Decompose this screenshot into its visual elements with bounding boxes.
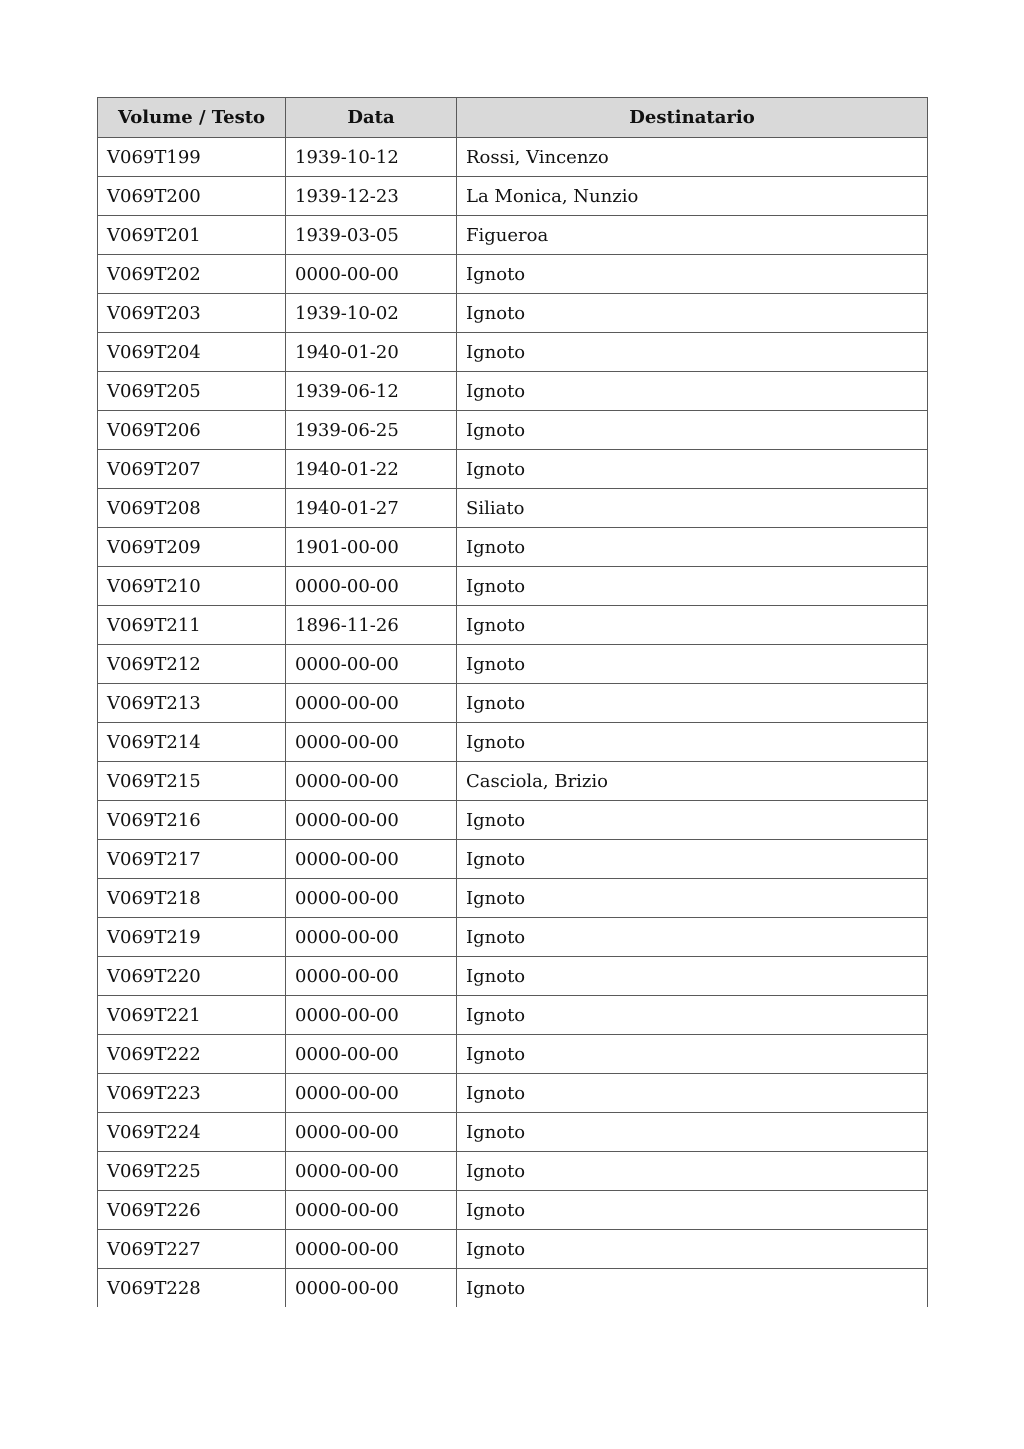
table-row [98, 684, 928, 723]
cell-volume-testo: V069T221 [98, 996, 286, 1035]
cell-data: 1939-10-02 [286, 294, 457, 333]
cell-destinatario: Ignoto [457, 1035, 928, 1074]
cell-volume-testo: V069T211 [98, 606, 286, 645]
cell-data: 1939-10-12 [286, 138, 457, 177]
cell-data: 0000-00-00 [286, 918, 457, 957]
cell-data: 1939-12-23 [286, 177, 457, 216]
cell-data: 1901-00-00 [286, 528, 457, 567]
cell-volume-testo: V069T219 [98, 918, 286, 957]
cell-volume-testo: V069T202 [98, 255, 286, 294]
table-row [98, 372, 928, 411]
cell-data: 0000-00-00 [286, 1152, 457, 1191]
cell-data: 1896-11-26 [286, 606, 457, 645]
table-row [98, 1074, 928, 1113]
cell-destinatario: Ignoto [457, 450, 928, 489]
table-row [98, 567, 928, 606]
table-row [98, 216, 928, 255]
table-row [98, 294, 928, 333]
cell-data: 0000-00-00 [286, 957, 457, 996]
cell-volume-testo: V069T207 [98, 450, 286, 489]
cell-data: 0000-00-00 [286, 1035, 457, 1074]
cell-destinatario: Ignoto [457, 1191, 928, 1230]
cell-volume-testo: V069T222 [98, 1035, 286, 1074]
cell-data: 1939-06-12 [286, 372, 457, 411]
cell-data: 0000-00-00 [286, 1074, 457, 1113]
cell-destinatario: Ignoto [457, 372, 928, 411]
cell-destinatario: Ignoto [457, 567, 928, 606]
cell-destinatario: Ignoto [457, 684, 928, 723]
cell-volume-testo: V069T228 [98, 1269, 286, 1308]
cell-data: 0000-00-00 [286, 1230, 457, 1269]
cell-data: 0000-00-00 [286, 1113, 457, 1152]
cell-destinatario: Ignoto [457, 996, 928, 1035]
cell-data: 0000-00-00 [286, 996, 457, 1035]
table-row [98, 489, 928, 528]
header-destinatario: Destinatario [457, 98, 928, 138]
cell-volume-testo: V069T215 [98, 762, 286, 801]
cell-volume-testo: V069T208 [98, 489, 286, 528]
cell-destinatario: Ignoto [457, 918, 928, 957]
cell-volume-testo: V069T209 [98, 528, 286, 567]
cell-destinatario: Ignoto [457, 1074, 928, 1113]
cell-destinatario: Ignoto [457, 879, 928, 918]
table-row [98, 450, 928, 489]
cell-destinatario: Ignoto [457, 723, 928, 762]
table-row [98, 138, 928, 177]
table-row [98, 1230, 928, 1269]
cell-data: 0000-00-00 [286, 1191, 457, 1230]
cell-data: 0000-00-00 [286, 840, 457, 879]
table-row [98, 723, 928, 762]
cell-volume-testo: V069T216 [98, 801, 286, 840]
cell-volume-testo: V069T200 [98, 177, 286, 216]
cell-data: 0000-00-00 [286, 723, 457, 762]
cell-data: 0000-00-00 [286, 645, 457, 684]
header-row [98, 98, 928, 138]
cell-data: 1939-06-25 [286, 411, 457, 450]
cell-volume-testo: V069T223 [98, 1074, 286, 1113]
cell-destinatario: Ignoto [457, 606, 928, 645]
cell-destinatario: Ignoto [457, 801, 928, 840]
cell-volume-testo: V069T199 [98, 138, 286, 177]
cell-destinatario: Rossi, Vincenzo [457, 138, 928, 177]
cell-data: 0000-00-00 [286, 567, 457, 606]
cell-volume-testo: V069T213 [98, 684, 286, 723]
cell-destinatario: Ignoto [457, 1152, 928, 1191]
cell-destinatario: Ignoto [457, 1113, 928, 1152]
cell-data: 1940-01-20 [286, 333, 457, 372]
cell-volume-testo: V069T214 [98, 723, 286, 762]
table-row [98, 411, 928, 450]
cell-destinatario: Siliato [457, 489, 928, 528]
cell-volume-testo: V069T217 [98, 840, 286, 879]
cell-destinatario: La Monica, Nunzio [457, 177, 928, 216]
cell-destinatario: Ignoto [457, 255, 928, 294]
table-row [98, 1035, 928, 1074]
letters-table [97, 97, 928, 1307]
cell-volume-testo: V069T227 [98, 1230, 286, 1269]
cell-volume-testo: V069T205 [98, 372, 286, 411]
table-row [98, 957, 928, 996]
cell-volume-testo: V069T220 [98, 957, 286, 996]
cell-destinatario: Ignoto [457, 333, 928, 372]
cell-volume-testo: V069T212 [98, 645, 286, 684]
cell-volume-testo: V069T203 [98, 294, 286, 333]
table-row [98, 333, 928, 372]
cell-destinatario: Ignoto [457, 528, 928, 567]
cell-volume-testo: V069T201 [98, 216, 286, 255]
table-row [98, 255, 928, 294]
cell-volume-testo: V069T218 [98, 879, 286, 918]
cell-destinatario: Ignoto [457, 1230, 928, 1269]
table-row [98, 840, 928, 879]
cell-destinatario: Figueroa [457, 216, 928, 255]
header-data: Data [286, 98, 457, 138]
cell-volume-testo: V069T224 [98, 1113, 286, 1152]
table-row [98, 762, 928, 801]
cell-destinatario: Ignoto [457, 645, 928, 684]
cell-data: 0000-00-00 [286, 801, 457, 840]
table-row [98, 879, 928, 918]
table-row [98, 645, 928, 684]
document-page [97, 97, 927, 1307]
table-row [98, 1113, 928, 1152]
cell-data: 1940-01-22 [286, 450, 457, 489]
table-row [98, 606, 928, 645]
cell-volume-testo: V069T206 [98, 411, 286, 450]
cell-volume-testo: V069T210 [98, 567, 286, 606]
table-row [98, 918, 928, 957]
cell-data: 0000-00-00 [286, 762, 457, 801]
cell-destinatario: Casciola, Brizio [457, 762, 928, 801]
cell-data: 1940-01-27 [286, 489, 457, 528]
cell-destinatario: Ignoto [457, 957, 928, 996]
table-row [98, 801, 928, 840]
cell-destinatario: Ignoto [457, 411, 928, 450]
table-row [98, 1191, 928, 1230]
cell-data: 0000-00-00 [286, 684, 457, 723]
table-row [98, 1269, 928, 1308]
cell-data: 0000-00-00 [286, 879, 457, 918]
cell-data: 0000-00-00 [286, 255, 457, 294]
cell-data: 1939-03-05 [286, 216, 457, 255]
table-row [98, 996, 928, 1035]
table-body [98, 138, 928, 1308]
cell-volume-testo: V069T225 [98, 1152, 286, 1191]
cell-volume-testo: V069T204 [98, 333, 286, 372]
cell-destinatario: Ignoto [457, 840, 928, 879]
table-row [98, 177, 928, 216]
header-volume-testo: Volume / Testo [98, 98, 286, 138]
table-row [98, 1152, 928, 1191]
table-row [98, 528, 928, 567]
cell-destinatario: Ignoto [457, 1269, 928, 1308]
table-header [98, 98, 928, 138]
cell-destinatario: Ignoto [457, 294, 928, 333]
cell-data: 0000-00-00 [286, 1269, 457, 1308]
cell-volume-testo: V069T226 [98, 1191, 286, 1230]
